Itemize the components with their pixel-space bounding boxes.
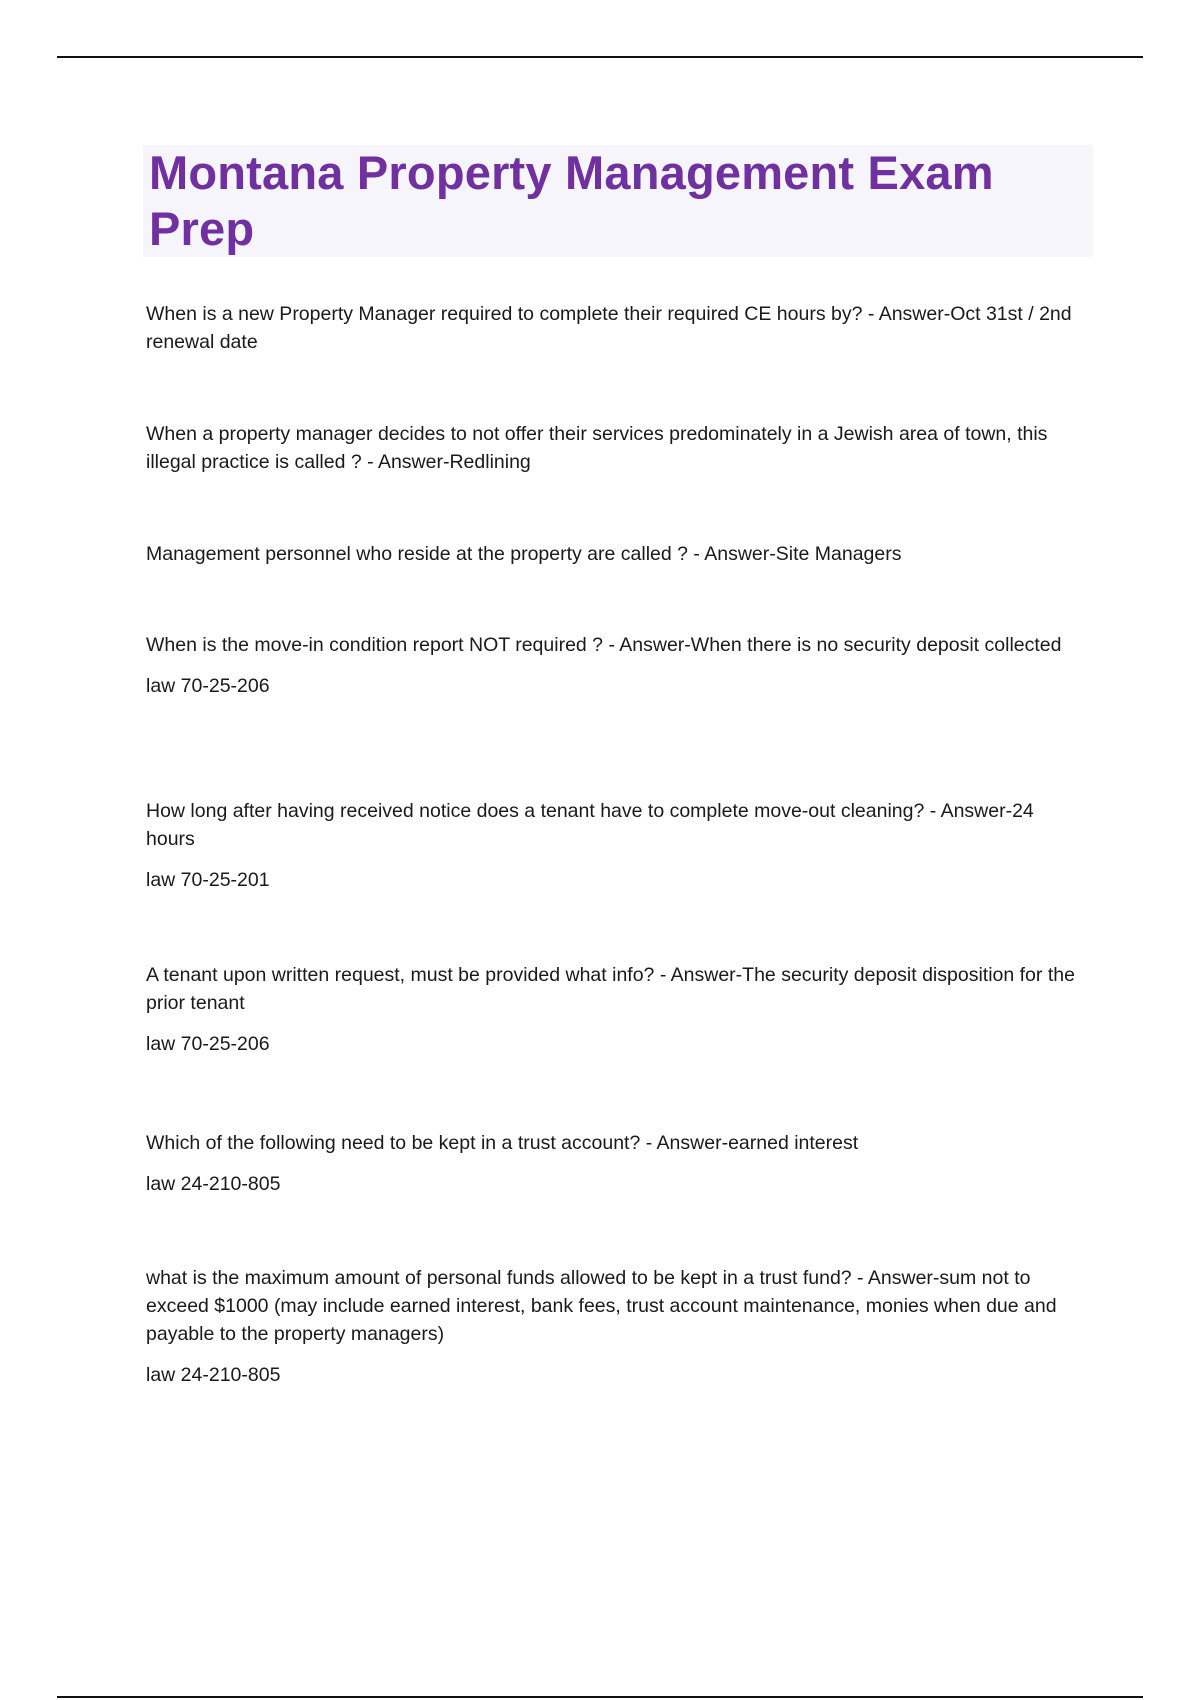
- law-reference: law 24-210-805: [146, 1173, 281, 1195]
- qa-question: When is a new Property Manager required to complete their required CE hours by? - Answer-Oct 31st / 2nd renewal date: [146, 303, 1072, 353]
- qa-item: [146, 420, 1086, 476]
- qa-question: Which of the following need to be kept in a trust account? - Answer-earned interest: [146, 1132, 859, 1154]
- page-title: Montana Property Management Exam Prep: [149, 146, 994, 255]
- law-reference: law 24-210-805: [146, 1364, 281, 1386]
- qa-item: [146, 797, 1086, 894]
- law-reference: law 70-25-206: [146, 675, 270, 697]
- title-banner: [143, 145, 1093, 257]
- qa-question: When is the move-in condition report NOT required ? - Answer-When there is no security deposit collected: [146, 634, 1062, 656]
- qa-question: A tenant upon written request, must be provided what info? - Answer-The security deposit disposition for the prior tenant: [146, 964, 1075, 1014]
- qa-item: [146, 1129, 858, 1198]
- qa-question: When a property manager decides to not offer their services predominately in a Jewish area of town, this illegal practice is called ? - Answer-Redlining: [146, 423, 1048, 473]
- header-rule: [57, 56, 1143, 58]
- qa-question: what is the maximum amount of personal funds allowed to be kept in a trust fund? - Answer-sum not to exceed $1000 (may include earned interest, bank fees, trust account maintenance, monies when due and payable to the property managers): [146, 1267, 1057, 1345]
- qa-item: [146, 540, 902, 568]
- qa-question: How long after having received notice does a tenant have to complete move-out cleaning? - Answer-24 hours: [146, 800, 1034, 850]
- footer-rule: [57, 1696, 1143, 1698]
- law-reference: law 70-25-206: [146, 1033, 270, 1055]
- qa-item: [146, 631, 1061, 700]
- qa-question: Management personnel who reside at the property are called ? - Answer-Site Managers: [146, 543, 902, 565]
- qa-item: [146, 300, 1086, 356]
- qa-item: [146, 1264, 1086, 1389]
- law-reference: law 70-25-201: [146, 869, 270, 891]
- qa-item: [146, 961, 1086, 1058]
